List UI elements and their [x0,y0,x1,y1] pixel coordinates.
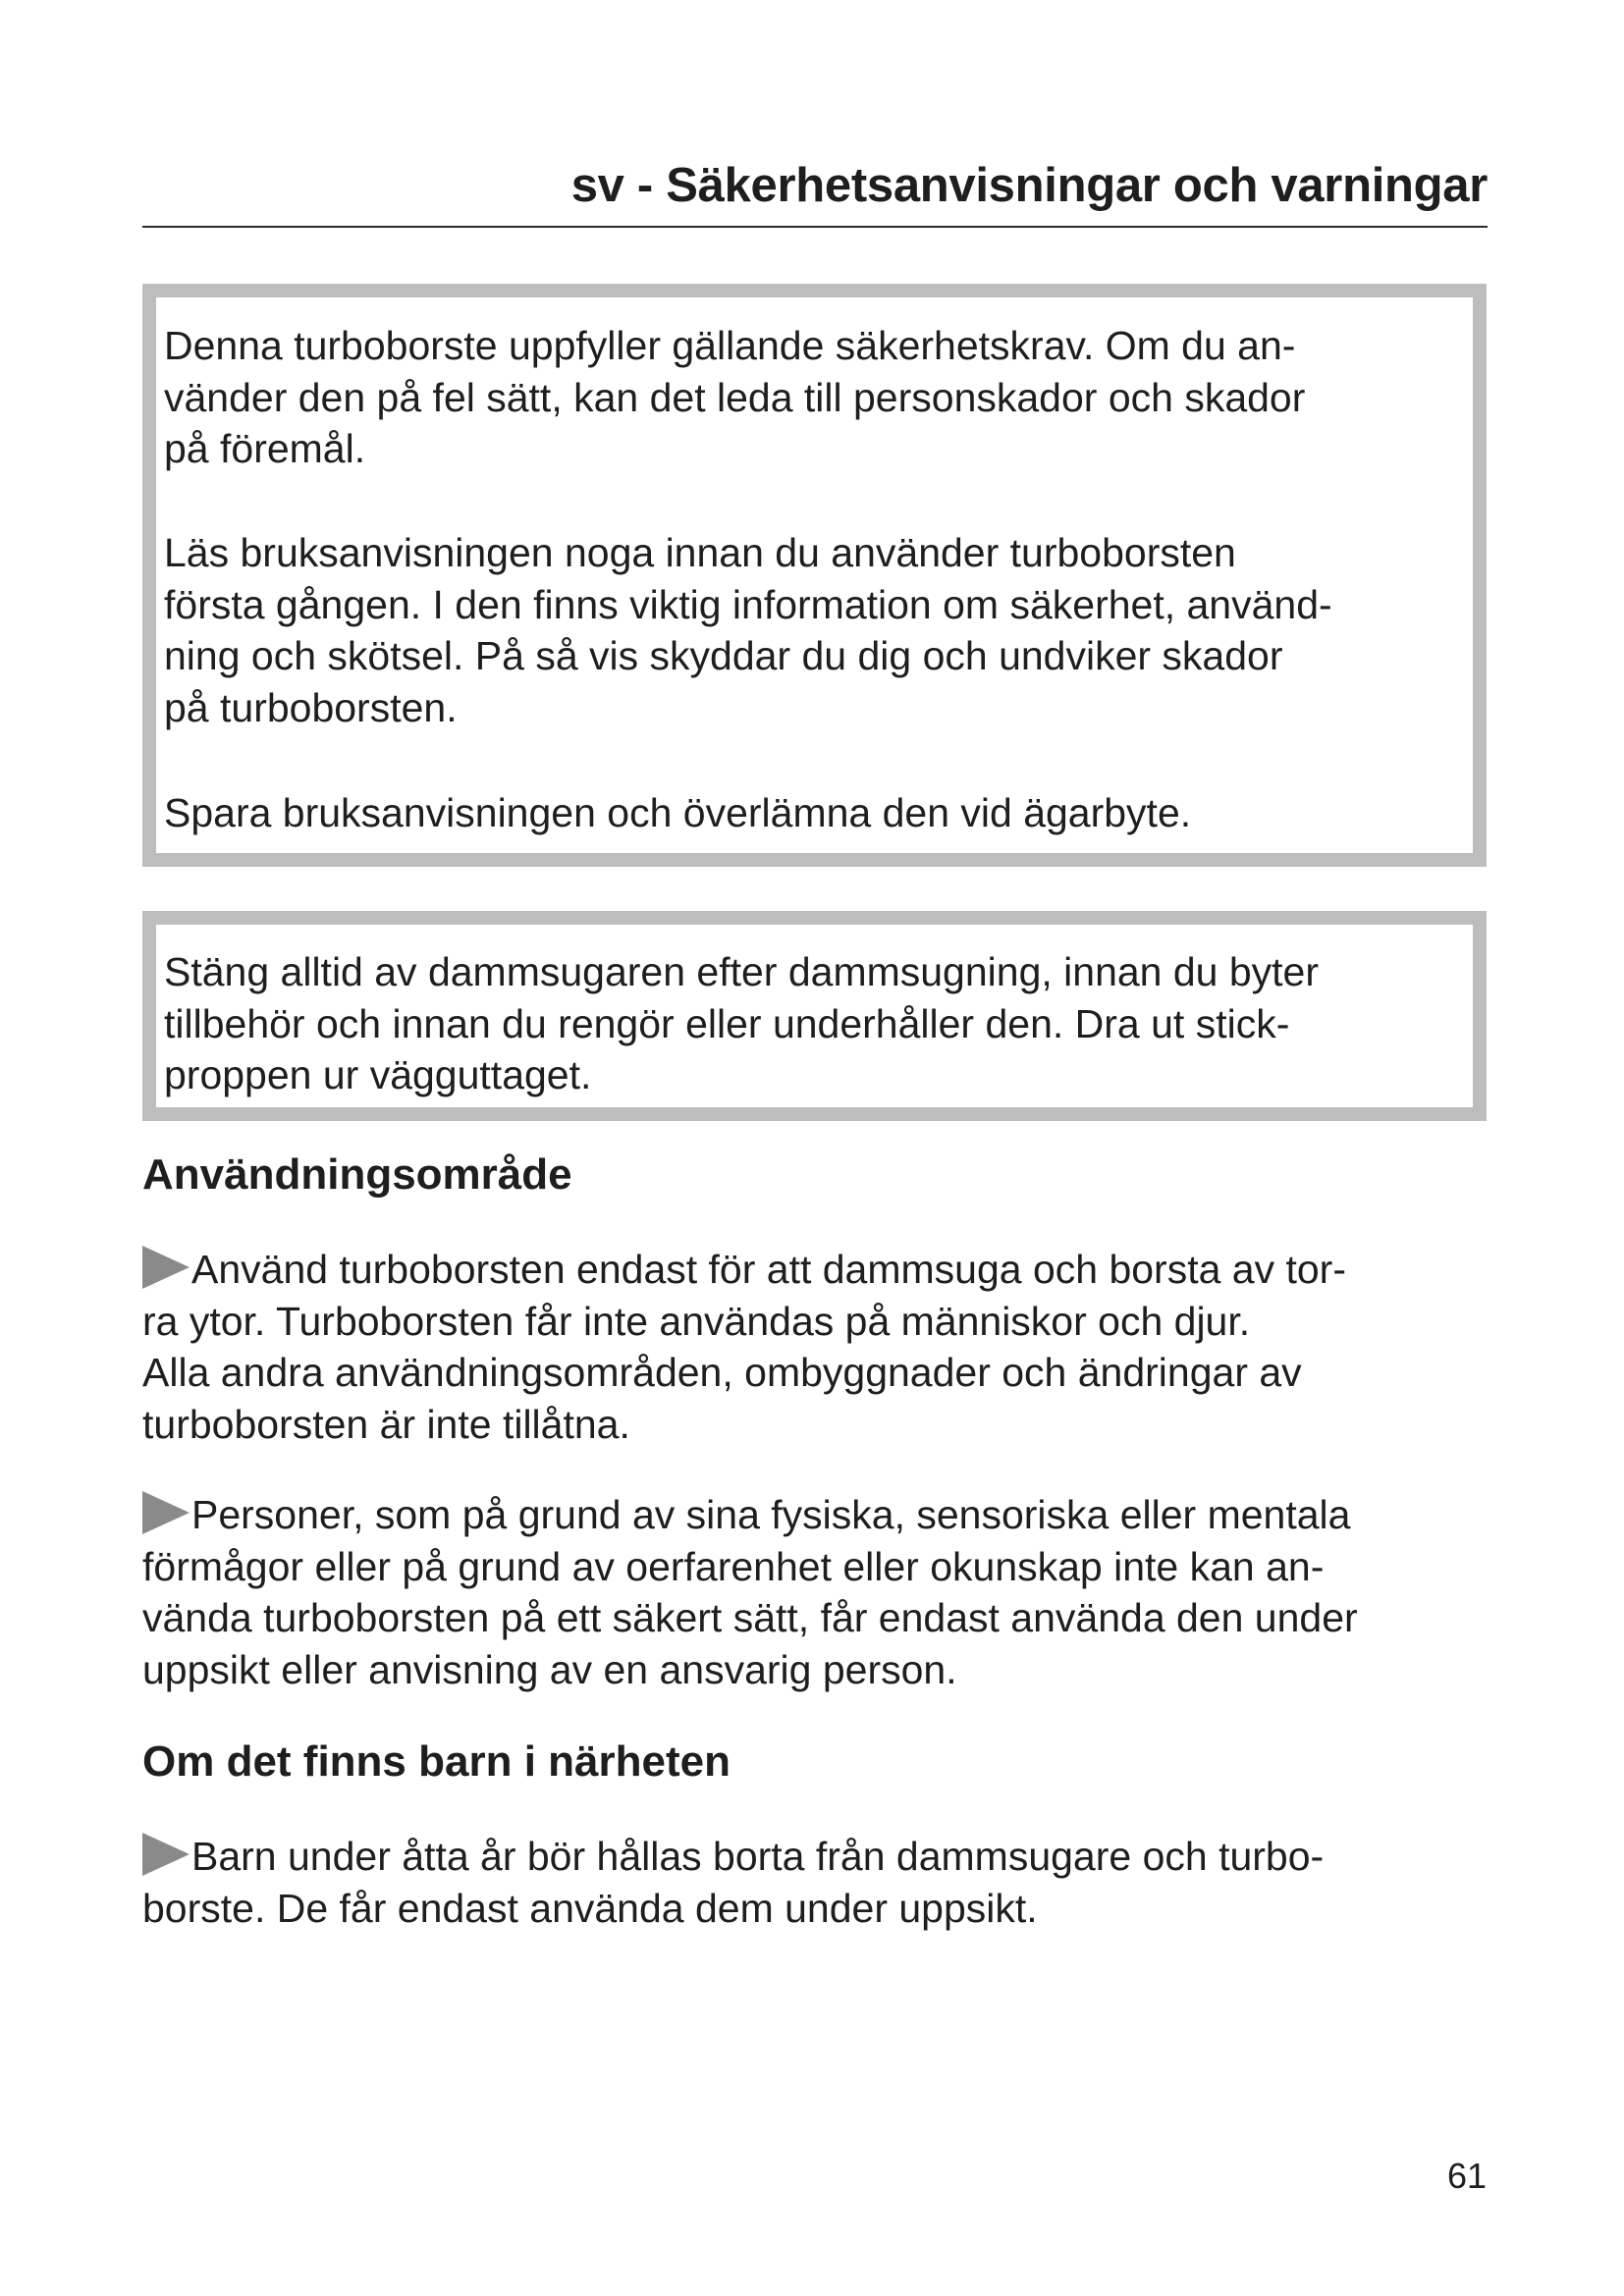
page-header [142,152,1488,228]
bullet-item [142,1489,1358,1695]
section-heading-usage: Användningsområde [142,1150,572,1199]
text-line: förmågor eller på grund av oerfarenhet eller okunskap inte kan an- [142,1543,1325,1589]
page-title: sv - Säkerhetsanvisningar och varningar [570,159,1488,212]
text-line: ning och skötsel. På så vis skyddar du dig och undviker skador [164,633,1283,678]
bullet-item [142,1244,1346,1450]
text-line: Denna turboborste uppfyller gällande säkerhetskrav. Om du an- [164,323,1296,368]
text-line: första gången. I den finns viktig information om säkerhet, använd- [164,581,1332,627]
section-heading-children: Om det finns barn i närheten [142,1737,731,1786]
text-line: på turboborsten. [164,684,458,730]
warning-paragraph [164,787,1191,839]
bullet-triangle-icon [142,1491,189,1534]
text-line: vända turboborsten på ett säkert sätt, får endast använda den under [142,1595,1358,1640]
text-line: Använd turboborsten endast för att dammsuga och borsta av tor- [142,1244,1346,1296]
text-line: Stäng alltid av dammsugaren efter dammsugning, innan du byter [164,949,1320,994]
text-line: uppsikt eller anvisning av en ansvarig person. [142,1646,957,1692]
bullet-item [142,1831,1324,1934]
bullet-triangle-icon [142,1246,189,1289]
warning-paragraph [164,527,1332,733]
text-line: vänder den på fel sätt, kan det leda till personskador och skador [164,374,1306,420]
bullet-triangle-icon [142,1833,189,1876]
text-line: Personer, som på grund av sina fysiska, sensoriska eller mentala [142,1489,1358,1541]
text-line: tillbehör och innan du rengör eller underhåller den. Dra ut stick- [164,1000,1290,1046]
page-number: 61 [1446,2156,1487,2196]
text-line: ra ytor. Turboborsten får inte användas på människor och djur. [142,1298,1251,1344]
text-line: Alla andra användningsområden, ombyggnader och ändringar av [142,1350,1302,1395]
warning-paragraph [164,320,1305,475]
text-line: proppen ur vägguttaget. [164,1052,592,1097]
text-line: turboborsten är inte tillåtna. [142,1401,630,1447]
text-line: Spara bruksanvisningen och överlämna den vid ägarbyte. [164,790,1192,835]
text-line: borste. De får endast använda dem under uppsikt. [142,1885,1038,1931]
text-line: Barn under åtta år bör hållas borta från dammsugare och turbo- [142,1831,1324,1883]
warning-paragraph [164,946,1319,1101]
text-line: Läs bruksanvisningen noga innan du använder turboborsten [164,530,1236,575]
text-line: på föremål. [164,426,366,471]
